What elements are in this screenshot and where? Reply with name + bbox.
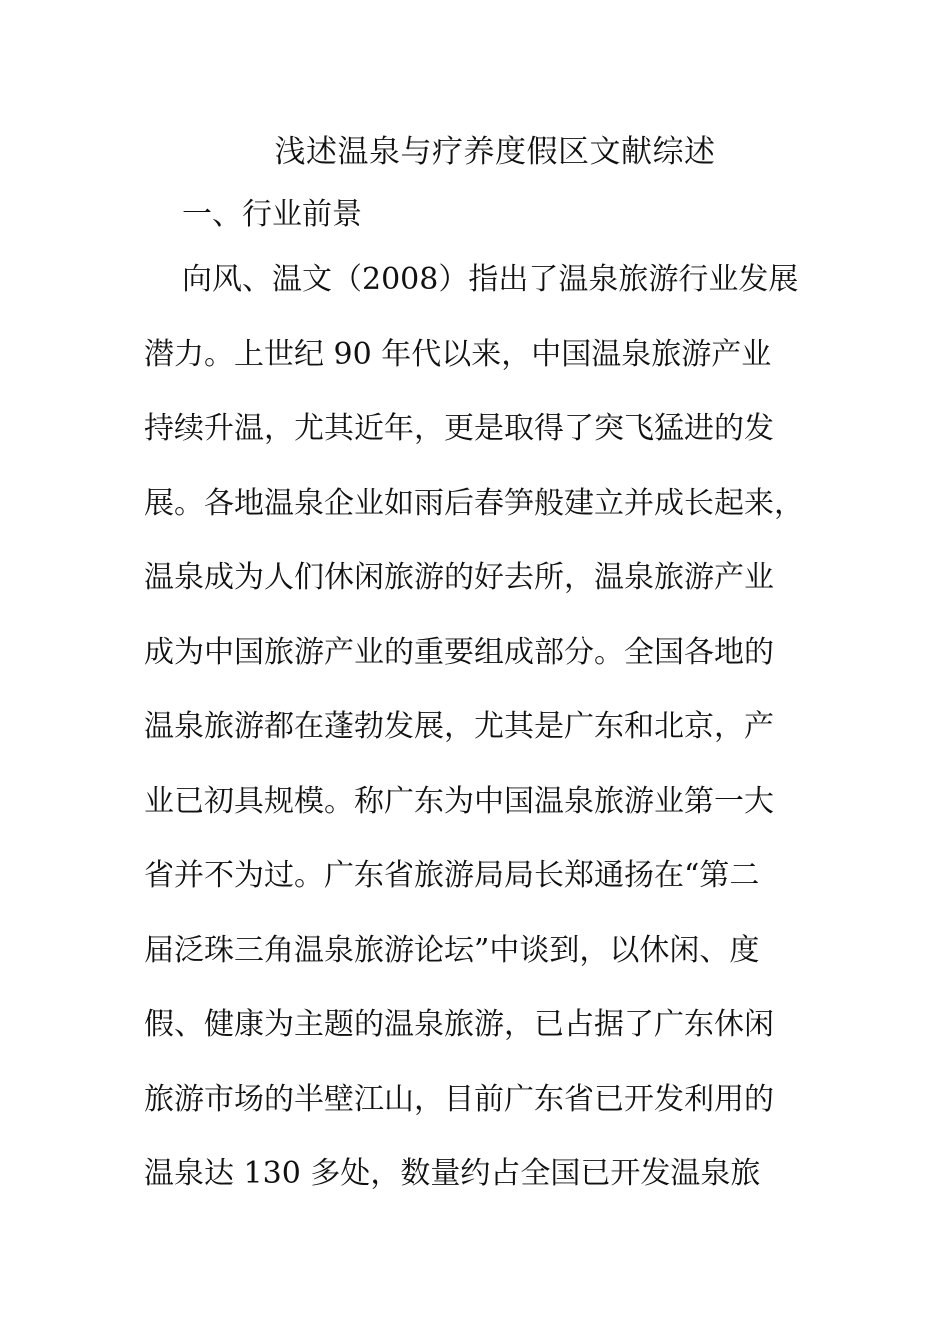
paragraph-line: 潜力。上世纪 90 年代以来，中国温泉旅游产业 (144, 337, 772, 372)
paragraph-line: 展。各地温泉企业如雨后春笋般建立并成长起来， (144, 486, 804, 521)
paragraph-line: 假、健康为主题的温泉旅游，已占据了广东休闲 (144, 1007, 774, 1042)
paragraph-line: 持续升温，尤其近年，更是取得了突飞猛进的发 (144, 411, 774, 446)
paragraph-line: 温泉达 130 多处，数量约占全国已开发温泉旅 (144, 1156, 761, 1191)
paragraph-line: 旅游市场的半壁江山，目前广东省已开发利用的 (144, 1082, 774, 1117)
paragraph-line: 向风、温文（2008）指出了温泉旅游行业发展 (182, 262, 799, 297)
paragraph-line: 温泉旅游都在蓬勃发展，尤其是广东和北京，产 (144, 709, 774, 744)
paragraph-line: 省并不为过。广东省旅游局局长郑通扬在“第二 (144, 858, 760, 893)
paragraph-line: 届泛珠三角温泉旅游论坛”中谈到，以休闲、度 (144, 933, 760, 968)
paragraph-line: 业已初具规模。称广东为中国温泉旅游业第一大 (144, 784, 774, 819)
document-title: 浅述温泉与疗养度假区文献综述 (274, 134, 716, 170)
paragraph-line: 成为中国旅游产业的重要组成部分。全国各地的 (144, 635, 774, 670)
section-heading: 一、行业前景 (182, 197, 362, 232)
paragraph-line: 温泉成为人们休闲旅游的好去所，温泉旅游产业 (144, 560, 774, 595)
